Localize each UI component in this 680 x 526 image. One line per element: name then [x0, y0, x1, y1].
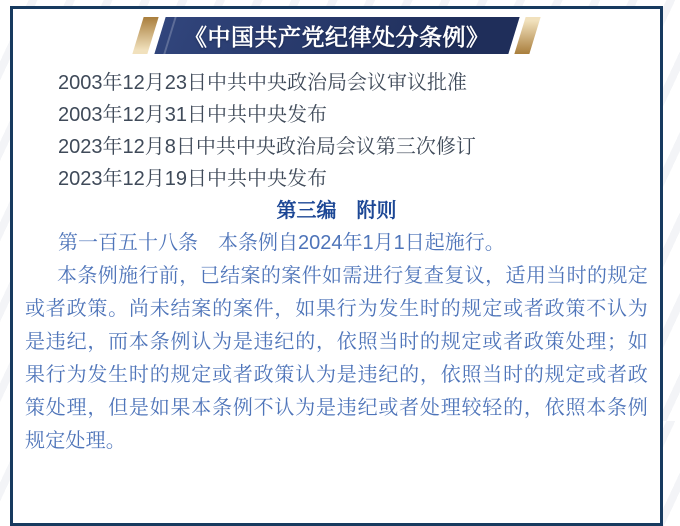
meta-line-published-2023: 2023年12月19日中共中央发布 — [58, 168, 327, 190]
approval-history-block — [25, 67, 648, 195]
document-content — [13, 17, 660, 458]
page-title: 《中国共产党纪律处分条例》 — [183, 24, 490, 50]
article-158-paragraph: 本条例施行前，已结案的案件如需进行复查复议，适用当时的规定或者政策。尚未结案的案件，如果行为发生时的规定或者政策不认为是违纪，而本条例认为是违纪的，依照当时的规定或者政策处理；如果行为发生时的规定或者政策认为是违纪的，依照当时的规定或者政策处理，但是如果本条例不认为是违纪或者处理较轻的，依照本条例规定处理。 — [25, 265, 648, 452]
meta-line-revised-2023: 2023年12月8日中共中央政治局会议第三次修订 — [58, 136, 476, 158]
banner-right-gold-ornament — [515, 17, 541, 54]
banner-ribbon — [154, 17, 519, 54]
banner-left-gold-ornament — [132, 17, 158, 54]
meta-line-approved: 2003年12月23日中共中央政治局会议审议批准 — [58, 72, 467, 94]
section-heading: 第三编 附则 — [276, 200, 397, 222]
title-banner — [25, 17, 648, 54]
meta-line-published-2003: 2003年12月31日中共中央发布 — [58, 104, 327, 126]
document-frame — [10, 6, 663, 526]
article-158-line: 第一百五十八条 本条例自2024年1月1日起施行。 — [58, 232, 505, 254]
